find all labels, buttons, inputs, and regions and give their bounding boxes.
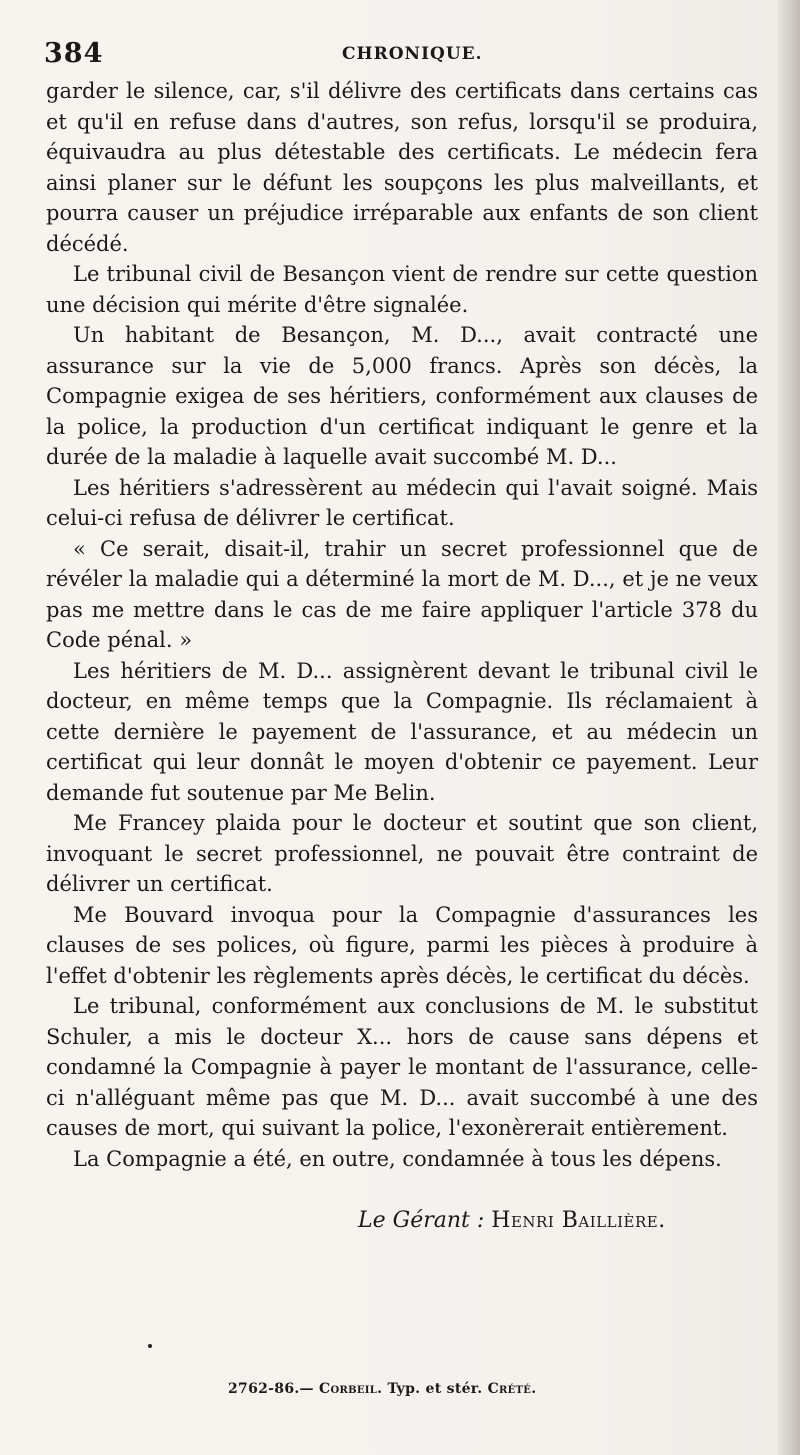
imprint-text: Typ. et stér.: [387, 1381, 483, 1397]
running-head: CHRONIQUE.: [342, 44, 483, 64]
signature-line: [358, 1208, 666, 1233]
imprint-city: Corbeil.: [319, 1381, 383, 1397]
imprint-printer: Crété.: [487, 1381, 537, 1397]
signature-role: Le Gérant :: [358, 1208, 485, 1233]
paragraph: La Compagnie a été, en outre, condamnée à tous les dépens.: [73, 1146, 722, 1171]
paragraph: Les héritiers s'adressèrent au médecin qui l'avait soigné. Mais celui-ci refusa de délivrer le certificat.: [46, 475, 758, 530]
page-edge-shadow: [778, 0, 800, 1455]
paragraph: Le tribunal civil de Besançon vient de rendre sur cette question une décision qui mérite d'être signalée.: [46, 262, 758, 317]
signature-name: Henri Baillière.: [491, 1208, 666, 1233]
imprint-number: 2762-86.—: [228, 1381, 314, 1397]
paragraph: Me Francey plaida pour le docteur et soutint que son client, invoquant le secret professionnel, ne pouvait être contraint de délivrer un certificat.: [46, 811, 758, 896]
page-number: 384: [44, 38, 104, 69]
printer-imprint: [228, 1381, 536, 1397]
ink-speck: [148, 1344, 152, 1348]
paragraph: Un habitant de Besançon, M. D..., avait contracté une assurance sur la vie de 5,000 francs. Après son décès, la Compagnie exigea de ses héritiers, conformément aux clauses de la police, la production d'un certificat indiquant le genre et la durée de la maladie à laquelle avait succombé M. D...: [46, 323, 758, 469]
article-body: [46, 76, 758, 1174]
paragraph: « Ce serait, disait-il, trahir un secret professionnel que de révéler la maladie qui a déterminé la mort de M. D..., et je ne veux pas me mettre dans le cas de me faire appliquer l'article 378 du Code pénal. »: [46, 536, 758, 652]
paragraph: garder le silence, car, s'il délivre des certificats dans certains cas et qu'il en refuse dans d'autres, son refus, lorsqu'il se produira, équivaudra au plus détestable des certificats. Le médecin fera ainsi planer sur le défunt les soupçons les plus malveillants, et pourra causer un préjudice irréparable aux enfants de son client décédé.: [46, 79, 758, 256]
paragraph: Le tribunal, conformément aux conclusions de M. le substitut Schuler, a mis le docteur X... hors de cause sans dépens et condamné la Compagnie à payer le montant de l'assurance, celle-ci n'alléguant même pas que M. D... avait succombé à une des causes de mort, qui suivant la police, l'exonèrerait entièrement.: [46, 994, 758, 1140]
paragraph: Les héritiers de M. D... assignèrent devant le tribunal civil le docteur, en même temps que la Compagnie. Ils réclamaient à cette dernière le payement de l'assurance, et au médecin un certificat qui leur donnât le moyen d'obtenir ce payement. Leur demande fut soutenue par Me Belin.: [46, 658, 758, 805]
page-header: [44, 38, 754, 74]
paragraph: Me Bouvard invoqua pour la Compagnie d'assurances les clauses de ses polices, où figure, parmi les pièces à produire à l'effet d'obtenir les règlements après décès, le certificat du décès.: [46, 902, 758, 988]
